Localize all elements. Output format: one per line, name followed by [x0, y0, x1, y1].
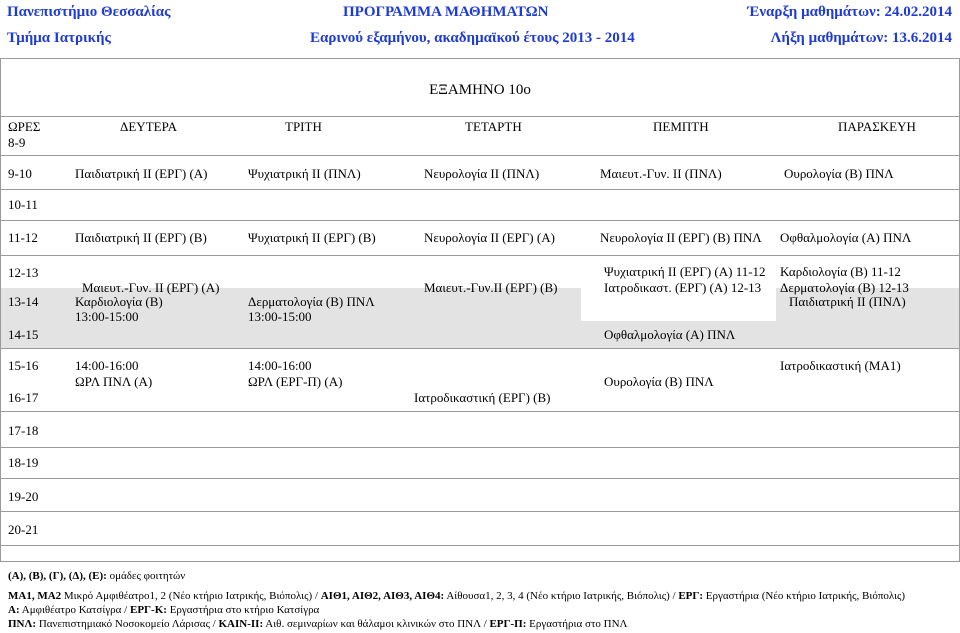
hour-19-20: 19-20 [8, 489, 39, 504]
class-mon-13a: Καρδιολογία (Β) [75, 294, 163, 309]
class-wed-16: Ιατροδικαστική (ΕΡΓ) (Β) [414, 390, 551, 405]
class-thu-12a: Ψυχιατρική ΙΙ (ΕΡΓ) (Α) 11-12 [604, 264, 766, 279]
hour-8-9: 8-9 [8, 135, 26, 150]
legend-line-1: (Α), (Β), (Γ), (Δ), (Ε): ομάδες φοιτητών [8, 570, 186, 582]
class-mon-15b: ΩΡΛ ΠΝΛ (Α) [75, 374, 153, 389]
class-tue-9: Ψυχιατρική ΙΙ (ΠΝΛ) [248, 166, 361, 181]
class-fri-12b: Δερματολογία (Β) 12-13 [780, 280, 909, 295]
col-tuesday: ΤΡΙΤΗ [285, 119, 322, 134]
class-fri-15: Ιατροδικαστική (ΜΑ1) [780, 358, 901, 373]
page-title: ΠΡΟΓΡΑΜΜΑ ΜΑΘΗΜΑΤΩΝ [343, 4, 549, 20]
class-mon-13b: 13:00-15:00 [75, 309, 139, 324]
class-fri-11: Οφθαλμολογία (Α) ΠΝΛ [780, 230, 912, 245]
class-mon-11: Παιδιατρική ΙΙ (ΕΡΓ) (Β) [75, 230, 207, 245]
class-thu-12b: Ιατροδικαστ. (ΕΡΓ) (Α) 12-13 [604, 280, 762, 295]
class-wed-11: Νευρολογία ΙΙ (ΕΡΓ) (Α) [424, 230, 555, 245]
class-wed-9: Νευρολογία ΙΙ (ΠΝΛ) [424, 166, 540, 181]
class-thu-11: Νευρολογία ΙΙ (ΕΡΓ) (Β) ΠΝΛ [600, 230, 762, 245]
hour-14-15: 14-15 [8, 327, 39, 342]
class-mon-12: Μαιευτ.-Γυν. ΙΙ (ΕΡΓ) (Α) [82, 280, 220, 295]
hour-12-13: 12-13 [8, 265, 39, 280]
class-tue-13a: Δερματολογία (Β) ΠΝΛ [248, 294, 375, 309]
hour-20-21: 20-21 [8, 522, 39, 537]
legend-line-3: Α: Αμφιθέατρο Κατσίγρα / ΕΡΓ-Κ: Εργαστήρια στο κτήριο Κατσίγρα [8, 604, 320, 616]
col-monday: ΔΕΥΤΕΡΑ [120, 119, 178, 134]
legend-line-2: ΜΑ1, ΜΑ2 Μικρό Αμφιθέατρο1, 2 (Νέο κτήριο Ιατρικής, Βιόπολις) / ΑΙΘ1, ΑΙΘ2, ΑΙΘ3, ΑΙΘ4: Αίθουσα1, 2, 3, 4 (Νέο κτήριο Ιατρικής, Βιόπολις) / ΕΡΓ: Εργαστήρια (Νέο κτήριο Ιατρικής, Βιόπολις) [8, 590, 906, 602]
start-date: Έναρξη μαθημάτων: 24.02.2014 [747, 4, 952, 20]
class-mon-15a: 14:00-16:00 [75, 358, 139, 373]
class-tue-13b: 13:00-15:00 [248, 309, 312, 324]
hour-15-16: 15-16 [8, 358, 39, 373]
hour-16-17: 16-17 [8, 390, 39, 405]
class-fri-12a: Καρδιολογία (Β) 11-12 [780, 264, 901, 279]
class-fri-9: Ουρολογία (Β) ΠΝΛ [784, 166, 894, 181]
page-subtitle: Εαρινού εξαμήνου, ακαδημαϊκού έτους 2013 - 2014 [310, 30, 635, 46]
col-hours: ΩΡΕΣ [8, 119, 41, 134]
col-wednesday: ΤΕΤΑΡΤΗ [465, 119, 522, 134]
hour-10-11: 10-11 [8, 197, 38, 212]
legend-line-4: ΠΝΛ: Πανεπιστημιακό Νοσοκομείο Λάρισας / ΚΑΙΝ-ΙΙ: Αιθ. σεμιναρίων και θάλαμοι κλινικών στο ΠΝΛ / ΕΡΓ-Π: Εργαστήρια στο ΠΝΛ [8, 618, 628, 630]
class-tue-11: Ψυχιατρική ΙΙ (ΕΡΓ) (Β) [248, 230, 376, 245]
class-thu-9: Μαιευτ.-Γυν. ΙΙ (ΠΝΛ) [600, 166, 722, 181]
university-name: Πανεπιστήμιο Θεσσαλίας [7, 4, 171, 20]
class-thu-14: Οφθαλμολογία (Α) ΠΝΛ [604, 327, 736, 342]
end-date: Λήξη μαθημάτων: 13.6.2014 [770, 30, 952, 46]
class-fri-13: Παιδιατρική ΙΙ (ΠΝΛ) [789, 294, 906, 309]
semester-title: ΕΞΑΜΗΝΟ 10ο [429, 82, 531, 98]
hour-17-18: 17-18 [8, 423, 39, 438]
class-thu-15: Ουρολογία (Β) ΠΝΛ [604, 374, 714, 389]
class-tue-15a: 14:00-16:00 [248, 358, 312, 373]
class-wed-12: Μαιευτ.-Γυν.ΙΙ (ΕΡΓ) (Β) [424, 280, 558, 295]
hour-18-19: 18-19 [8, 455, 39, 470]
hour-13-14: 13-14 [8, 294, 39, 309]
hour-9-10: 9-10 [8, 166, 32, 181]
col-friday: ΠΑΡΑΣΚΕΥΗ [838, 119, 916, 134]
class-tue-15b: ΩΡΛ (ΕΡΓ-Π) (Α) [248, 374, 343, 389]
class-mon-9: Παιδιατρική ΙΙ (ΕΡΓ) (Α) [75, 166, 208, 181]
hour-11-12: 11-12 [8, 230, 38, 245]
department-name: Τμήμα Ιατρικής [7, 30, 111, 46]
col-thursday: ΠΕΜΠΤΗ [653, 119, 709, 134]
